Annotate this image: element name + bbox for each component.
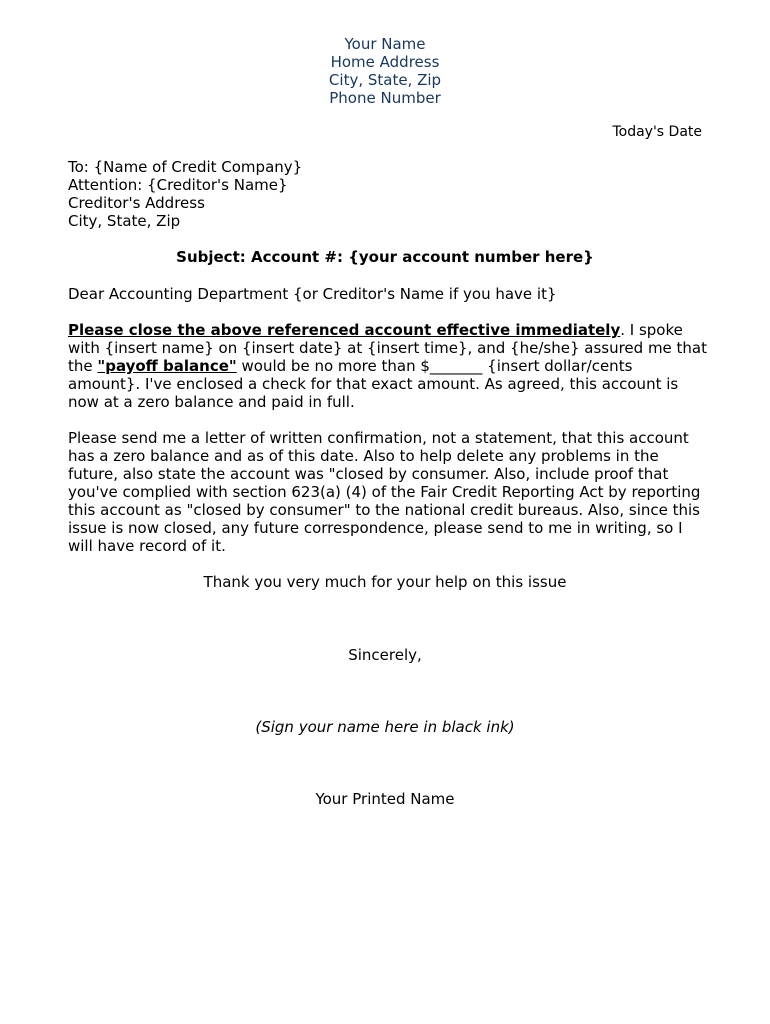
recipient-city: City, State, Zip — [68, 212, 181, 230]
thanks-line: Thank you very much for your help on this issue — [203, 573, 567, 591]
closing-line: Sincerely, — [348, 646, 422, 664]
close-request-lead: Please close the above referenced account effective immediately — [68, 321, 621, 339]
payoff-balance-term: "payoff balance" — [97, 357, 237, 375]
paragraph-close-request — [68, 321, 708, 411]
close-request-text-a: . I spoke with {insert name} on {insert date} at {insert time}, and {he/she} assured me that the — [68, 321, 708, 375]
recipient-address: Creditor's Address — [68, 194, 205, 212]
greeting: Dear Accounting Department {or Creditor's Name if you have it} — [68, 285, 557, 303]
paragraph-confirmation-request: Please send me a letter of written confirmation, not a statement, that this account has a zero balance and as of this date. Also to help delete any problems in the future, also state the account was "closed by consumer. Also, include proof that you've complied with section 623(a) (4) of the Fair Credit Reporting Act by reporting this account as "closed by consumer" to the national credit bureaus. Also, since this issue is now closed, any future correspondence, please send to me in writing, so I will have record of it. — [68, 429, 701, 555]
printed-name: Your Printed Name — [315, 790, 455, 808]
recipient-block — [68, 158, 302, 230]
recipient-attention: Attention: {Creditor's Name} — [68, 176, 288, 194]
close-request-text-b: would be no more than $_______ {insert dollar/cents amount}. I've enclosed a check for that exact amount. As agreed, this account is now at a zero balance and paid in full. — [68, 357, 679, 411]
recipient-company: To: {Name of Credit Company} — [68, 158, 303, 176]
subject-line: Subject: Account #: {your account number here} — [176, 248, 594, 266]
sender-address: Home Address — [330, 53, 440, 71]
sender-name: Your Name — [344, 35, 426, 53]
sender-block — [0, 35, 770, 107]
signature-instruction: (Sign your name here in black ink) — [255, 718, 515, 736]
sender-phone: Phone Number — [329, 89, 441, 107]
letter-date: Today's Date — [612, 124, 702, 140]
sender-city: City, State, Zip — [328, 71, 442, 89]
